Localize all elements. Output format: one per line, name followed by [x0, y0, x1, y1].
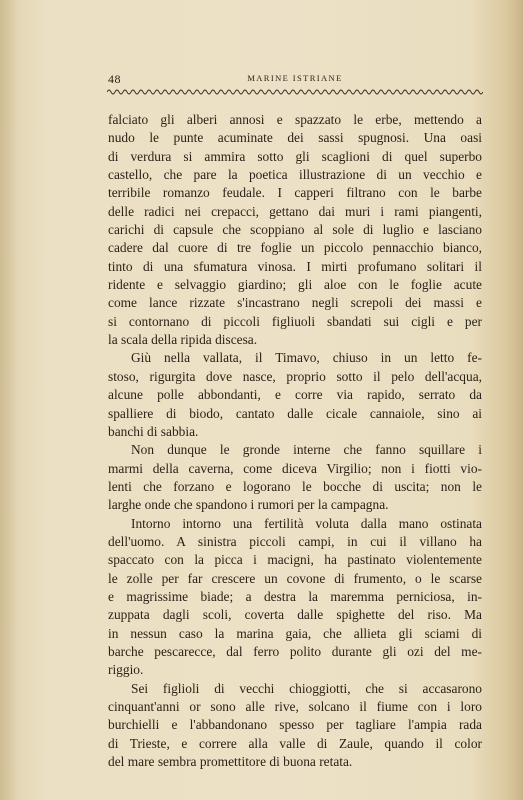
text-line: Intorno intorno una fertilità voluta dalla mano ostinata — [131, 515, 482, 531]
text-line: dell'uomo. A sinistra piccoli campi, in cui il villano ha — [108, 533, 482, 549]
text-line: banchi di sabbia. — [108, 423, 199, 439]
text-line: stoso, rigurgita dove nasce, proprio sotto il pelo dell'acqua, — [108, 368, 482, 384]
text-line: Non dunque le gronde interne che fanno squillare i — [131, 442, 482, 458]
text-line: nudo le punte acuminate dei sassi spugnosi. Una oasi — [108, 130, 482, 146]
text-line: ridente e selvaggio giardino; gli aloe con le foglie acute — [108, 277, 482, 293]
text-line: larghe onde che spandono i rumori per la campagna. — [108, 497, 389, 513]
text-line: Giù nella vallata, il Timavo, chiuso in un letto fe- — [131, 350, 482, 366]
text-line: Sei figlioli di vecchi chioggiotti, che si accasarono — [131, 680, 482, 696]
text-line: cinquant'anni or sono alle rive, solcano il fiume con i loro — [108, 699, 482, 714]
body-text — [108, 111, 482, 771]
text-line: lenti che forzano e logorano le bocche di uscita; non le — [108, 478, 482, 494]
text-line: di Trieste, e correre alla valle di Zaule, quando il color — [108, 735, 482, 751]
text-line: cadere dal cuore di tre foglie un piccolo pennacchio bianco, — [108, 240, 482, 256]
running-title: MARINE ISTRIANE — [247, 73, 343, 83]
text-line: e magrissime biade; a destra la maremma perniciosa, in- — [108, 588, 482, 604]
text-line: tinto di una sfumatura vinosa. I mirti profumano solitari il — [108, 258, 482, 274]
ornamental-rule — [107, 87, 483, 97]
text-line: terribile romanzo feudale. I capperi filtrano con le barbe — [108, 185, 482, 201]
text-line: le zolle per far crescere un covone di frumento, o le scarse — [108, 570, 482, 586]
text-line: la scala della ripida discesa. — [108, 332, 258, 348]
text-line: falciato gli alberi annosi e spazzato le erbe, mettendo a — [108, 112, 482, 127]
text-line: delle radici nei crepacci, gettano dai muri i rami piangenti, — [108, 203, 482, 219]
text-line: in nessun caso la marina gaia, che allieta gli sciami di — [108, 625, 482, 641]
text-line: castello, che pare la poetica illustrazione di un vecchio e — [108, 167, 482, 183]
text-line: barche pescarecce, dal ferro polito durante gli ozi del me- — [108, 643, 482, 659]
text-line: si contornano di piccoli figliuoli sbandati sui cigli e per — [108, 313, 482, 329]
running-header — [108, 72, 482, 88]
page-number: 48 — [108, 72, 121, 86]
text-line: del mare sembra promettitore di buona retata. — [108, 754, 353, 770]
text-line: riggio. — [108, 662, 144, 678]
text-line: di verdura si ammira sotto gli scaglioni di quel superbo — [108, 148, 482, 164]
text-line: spaccato con la picca i macigni, ha pastinato violentemente — [108, 552, 482, 568]
text-line: spalliere di biodo, cantato dalle cicale cannaiole, sino ai — [108, 405, 482, 421]
text-line: carichi di capsule che scoppiano al sole di luglio e lasciano — [108, 222, 482, 238]
text-line: alcune polle abbondanti, e corre via rapido, serrato da — [108, 387, 482, 403]
text-line: burchielli e l'abbandonano spesso per tagliare l'ampia rada — [108, 717, 482, 733]
text-line: marmi della caverna, come diceva Virgilio; non i fiotti vio- — [108, 460, 482, 476]
text-line: zuppata dagli scoli, coverta dalle spighette del riso. Ma — [108, 607, 482, 623]
text-line: come lance rizzate s'incastrano negli screpoli dei massi e — [108, 295, 482, 311]
